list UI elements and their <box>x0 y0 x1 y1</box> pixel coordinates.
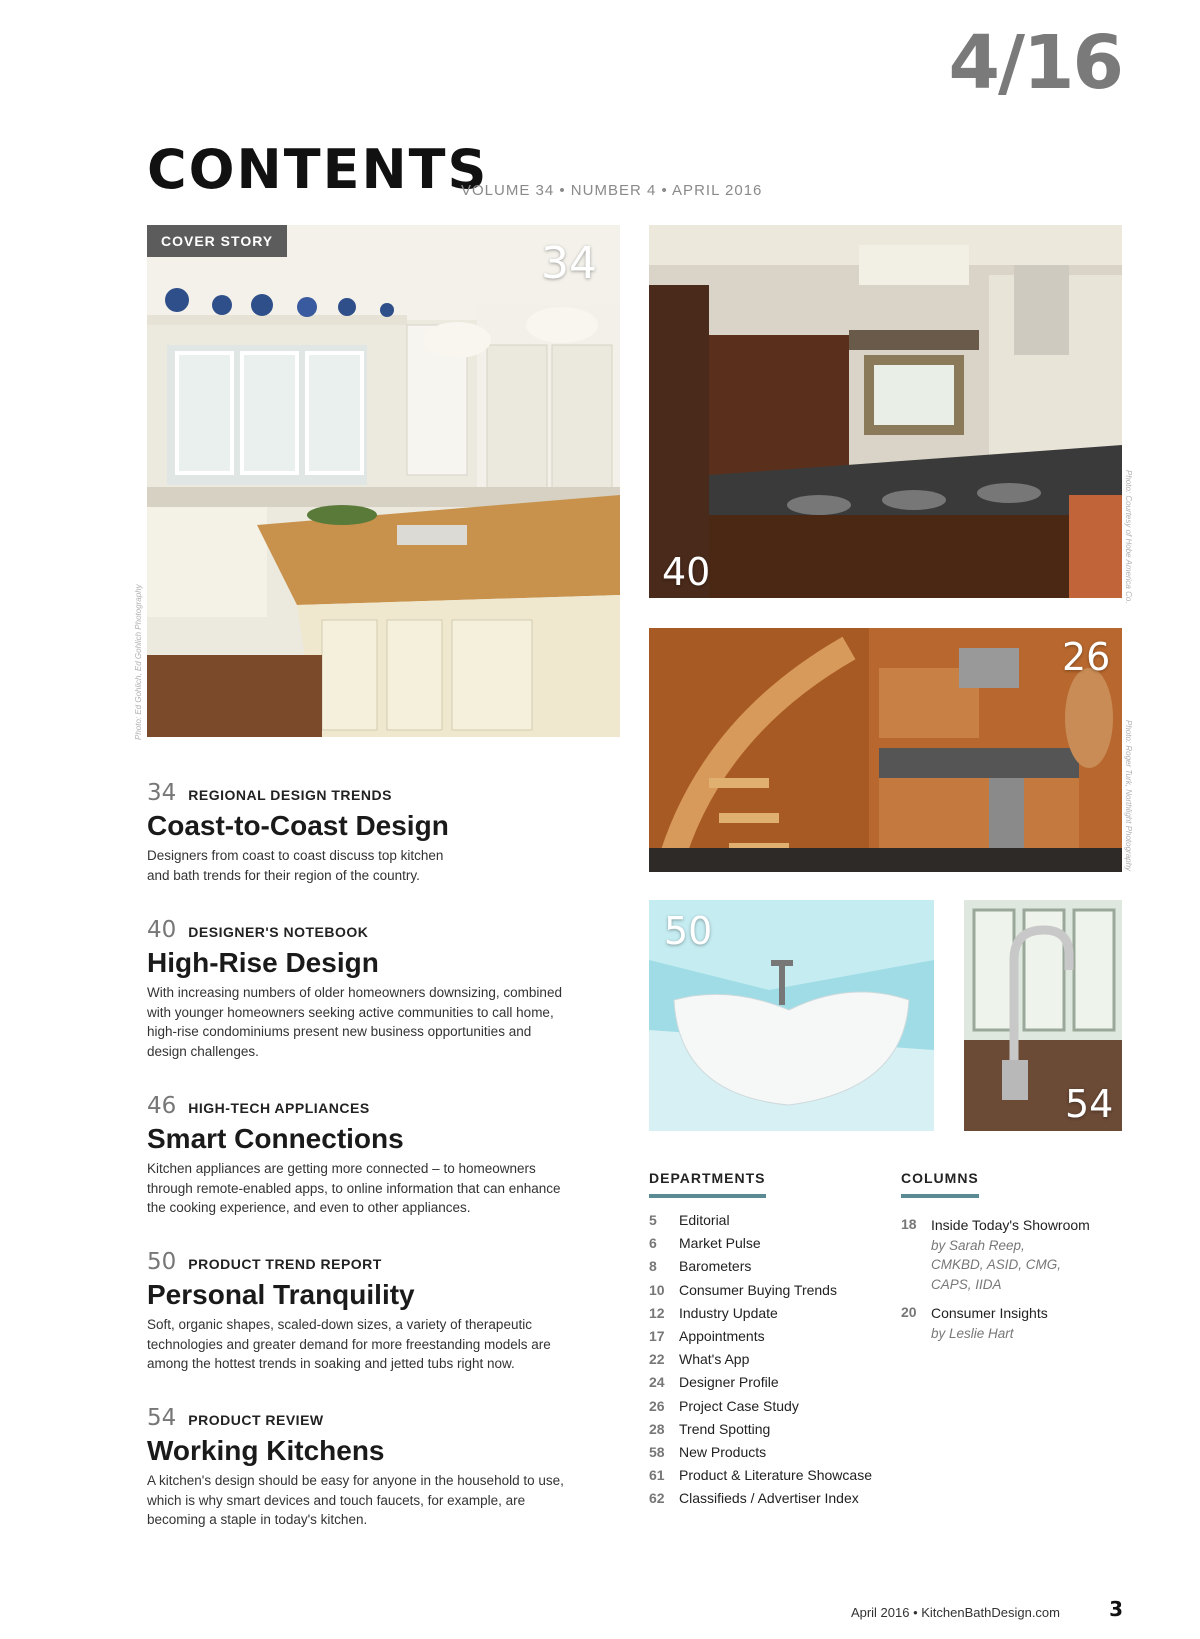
cover-page-number: 34 <box>541 238 597 289</box>
columns-heading-wrap <box>901 1170 979 1198</box>
list-item[interactable] <box>901 1216 1141 1294</box>
departments-heading: DEPARTMENTS <box>649 1170 766 1198</box>
list-item-page: 8 <box>649 1258 657 1275</box>
list-item-label: What's App <box>679 1351 750 1368</box>
dark-kitchen-image <box>649 225 1122 598</box>
list-item[interactable] <box>649 1212 872 1235</box>
photo-40-page-number: 40 <box>662 550 711 594</box>
article-description: With increasing numbers of older homeowners downsizing, combined with younger homeowners seeking active communities to call home, high-rise condominiums present new business opportunities and design challenges. <box>147 985 562 1059</box>
photo-26[interactable] <box>649 628 1122 872</box>
photo-40-credit: Photo: Courtesy of Hobe America Co. <box>1124 470 1133 604</box>
article-description: Kitchen appliances are getting more connected – to homeowners through remote-enabled apps, to online information that can enhance the cooking experience, and even to other appliances. <box>147 1161 561 1216</box>
list-item[interactable] <box>649 1282 872 1305</box>
footer-page-number: 3 <box>1109 1597 1123 1621</box>
article-coast-to-coast[interactable] <box>147 780 567 885</box>
list-item[interactable] <box>649 1305 872 1328</box>
list-item-page: 24 <box>649 1374 665 1391</box>
list-item-label: Appointments <box>679 1327 765 1344</box>
list-item-label: Industry Update <box>679 1304 778 1321</box>
list-item[interactable] <box>649 1444 872 1467</box>
article-page-number: 50 <box>147 1249 177 1275</box>
photo-50-page-number: 50 <box>664 909 713 953</box>
list-item[interactable] <box>649 1374 872 1397</box>
article-title[interactable]: Working Kitchens <box>147 1435 385 1466</box>
article-description: A kitchen's design should be easy for anyone in the household to use, which is why smart devices and touch faucets, for example, are becoming a staple in today's kitchen. <box>147 1473 564 1528</box>
departments-heading-wrap <box>649 1170 766 1198</box>
list-item-page: 5 <box>649 1212 657 1228</box>
article-smart-connections[interactable] <box>147 1093 567 1218</box>
list-item-page: 58 <box>649 1443 665 1460</box>
list-item-label: Product & Literature Showcase <box>679 1467 872 1484</box>
list-item-label: Inside Today's Showroom <box>931 1217 1090 1233</box>
columns-heading: COLUMNS <box>901 1170 979 1198</box>
article-category: PRODUCT REVIEW <box>188 1412 324 1428</box>
article-category: REGIONAL DESIGN TRENDS <box>188 787 392 803</box>
list-item-page: 6 <box>649 1235 657 1252</box>
article-title[interactable]: Smart Connections <box>147 1123 404 1154</box>
list-item-label: Trend Spotting <box>679 1420 771 1437</box>
list-item-label: New Products <box>679 1443 767 1460</box>
article-description: Designers from coast to coast discuss top kitchen and bath trends for their region of the country. <box>147 848 444 883</box>
photo-54-page-number: 54 <box>1065 1082 1114 1126</box>
list-item-page: 28 <box>649 1420 665 1437</box>
list-item-page: 20 <box>901 1304 917 1320</box>
list-item-page: 18 <box>901 1216 917 1232</box>
list-item[interactable] <box>649 1328 872 1351</box>
issue-number: 4/16 <box>948 20 1122 106</box>
list-item-label: Market Pulse <box>679 1235 761 1252</box>
list-item-label: Consumer Insights <box>931 1305 1048 1321</box>
list-item-page: 10 <box>649 1281 665 1298</box>
list-item[interactable] <box>649 1235 872 1258</box>
kitchen-island-image <box>147 225 620 737</box>
article-title[interactable]: High-Rise Design <box>147 947 379 978</box>
article-high-rise[interactable] <box>147 917 567 1061</box>
list-item[interactable] <box>649 1351 872 1374</box>
list-item-page: 61 <box>649 1467 665 1484</box>
article-title[interactable]: Personal Tranquility <box>147 1279 415 1310</box>
photo-26-credit: Photo: Roger Turk, Northlight Photography <box>1124 720 1133 872</box>
columns-list <box>901 1216 1141 1353</box>
volume-line: VOLUME 34 • NUMBER 4 • APRIL 2016 <box>461 182 763 199</box>
photo-40[interactable] <box>649 225 1122 598</box>
page-title: CONTENTS <box>147 138 489 201</box>
cover-photo-credit: Photo: Ed Gohlich, Ed Gohlich Photography <box>134 584 143 740</box>
list-item-page: 12 <box>649 1304 665 1321</box>
article-working-kitchens[interactable] <box>147 1405 567 1530</box>
list-item[interactable] <box>649 1398 872 1421</box>
list-item[interactable] <box>901 1304 1141 1343</box>
cover-photo[interactable] <box>147 225 620 737</box>
list-item-label: Barometers <box>679 1258 752 1275</box>
list-item-label: Classifieds / Advertiser Index <box>679 1490 859 1507</box>
list-item-page: 26 <box>649 1397 665 1414</box>
article-category: DESIGNER'S NOTEBOOK <box>188 924 369 940</box>
list-item-label: Consumer Buying Trends <box>679 1281 837 1298</box>
article-page-number: 40 <box>147 917 177 943</box>
footer-text: April 2016 • KitchenBathDesign.com <box>850 1605 1060 1620</box>
wood-kitchen-image <box>649 628 1122 872</box>
list-item-byline: by Sarah Reep, CMKBD, ASID, CMG, CAPS, IIDA <box>931 1237 1062 1292</box>
article-page-number: 46 <box>147 1093 177 1119</box>
article-category: HIGH-TECH APPLIANCES <box>188 1100 370 1116</box>
photo-26-page-number: 26 <box>1062 635 1111 679</box>
article-personal-tranquility[interactable] <box>147 1249 567 1374</box>
list-item[interactable] <box>649 1490 872 1513</box>
list-item-label: Project Case Study <box>679 1397 799 1414</box>
list-item-page: 62 <box>649 1490 665 1507</box>
list-item[interactable] <box>649 1258 872 1281</box>
list-item-page: 17 <box>649 1327 665 1344</box>
article-page-number: 54 <box>147 1405 177 1431</box>
list-item-byline: by Leslie Hart <box>931 1325 1014 1341</box>
list-item[interactable] <box>649 1421 872 1444</box>
list-item[interactable] <box>649 1467 872 1490</box>
article-description: Soft, organic shapes, scaled-down sizes, a variety of therapeutic technologies and greater demand for more freestanding models are among the hottest trends in soaking and jetted tubs right now. <box>147 1317 551 1372</box>
list-item-page: 22 <box>649 1351 665 1368</box>
cover-story-label: COVER STORY <box>147 225 287 257</box>
list-item-label: Designer Profile <box>679 1374 779 1391</box>
article-category: PRODUCT TREND REPORT <box>188 1256 382 1272</box>
article-page-number: 34 <box>147 780 177 806</box>
departments-list <box>649 1212 872 1513</box>
list-item-label: Editorial <box>679 1212 730 1228</box>
article-title[interactable]: Coast-to-Coast Design <box>147 810 449 841</box>
